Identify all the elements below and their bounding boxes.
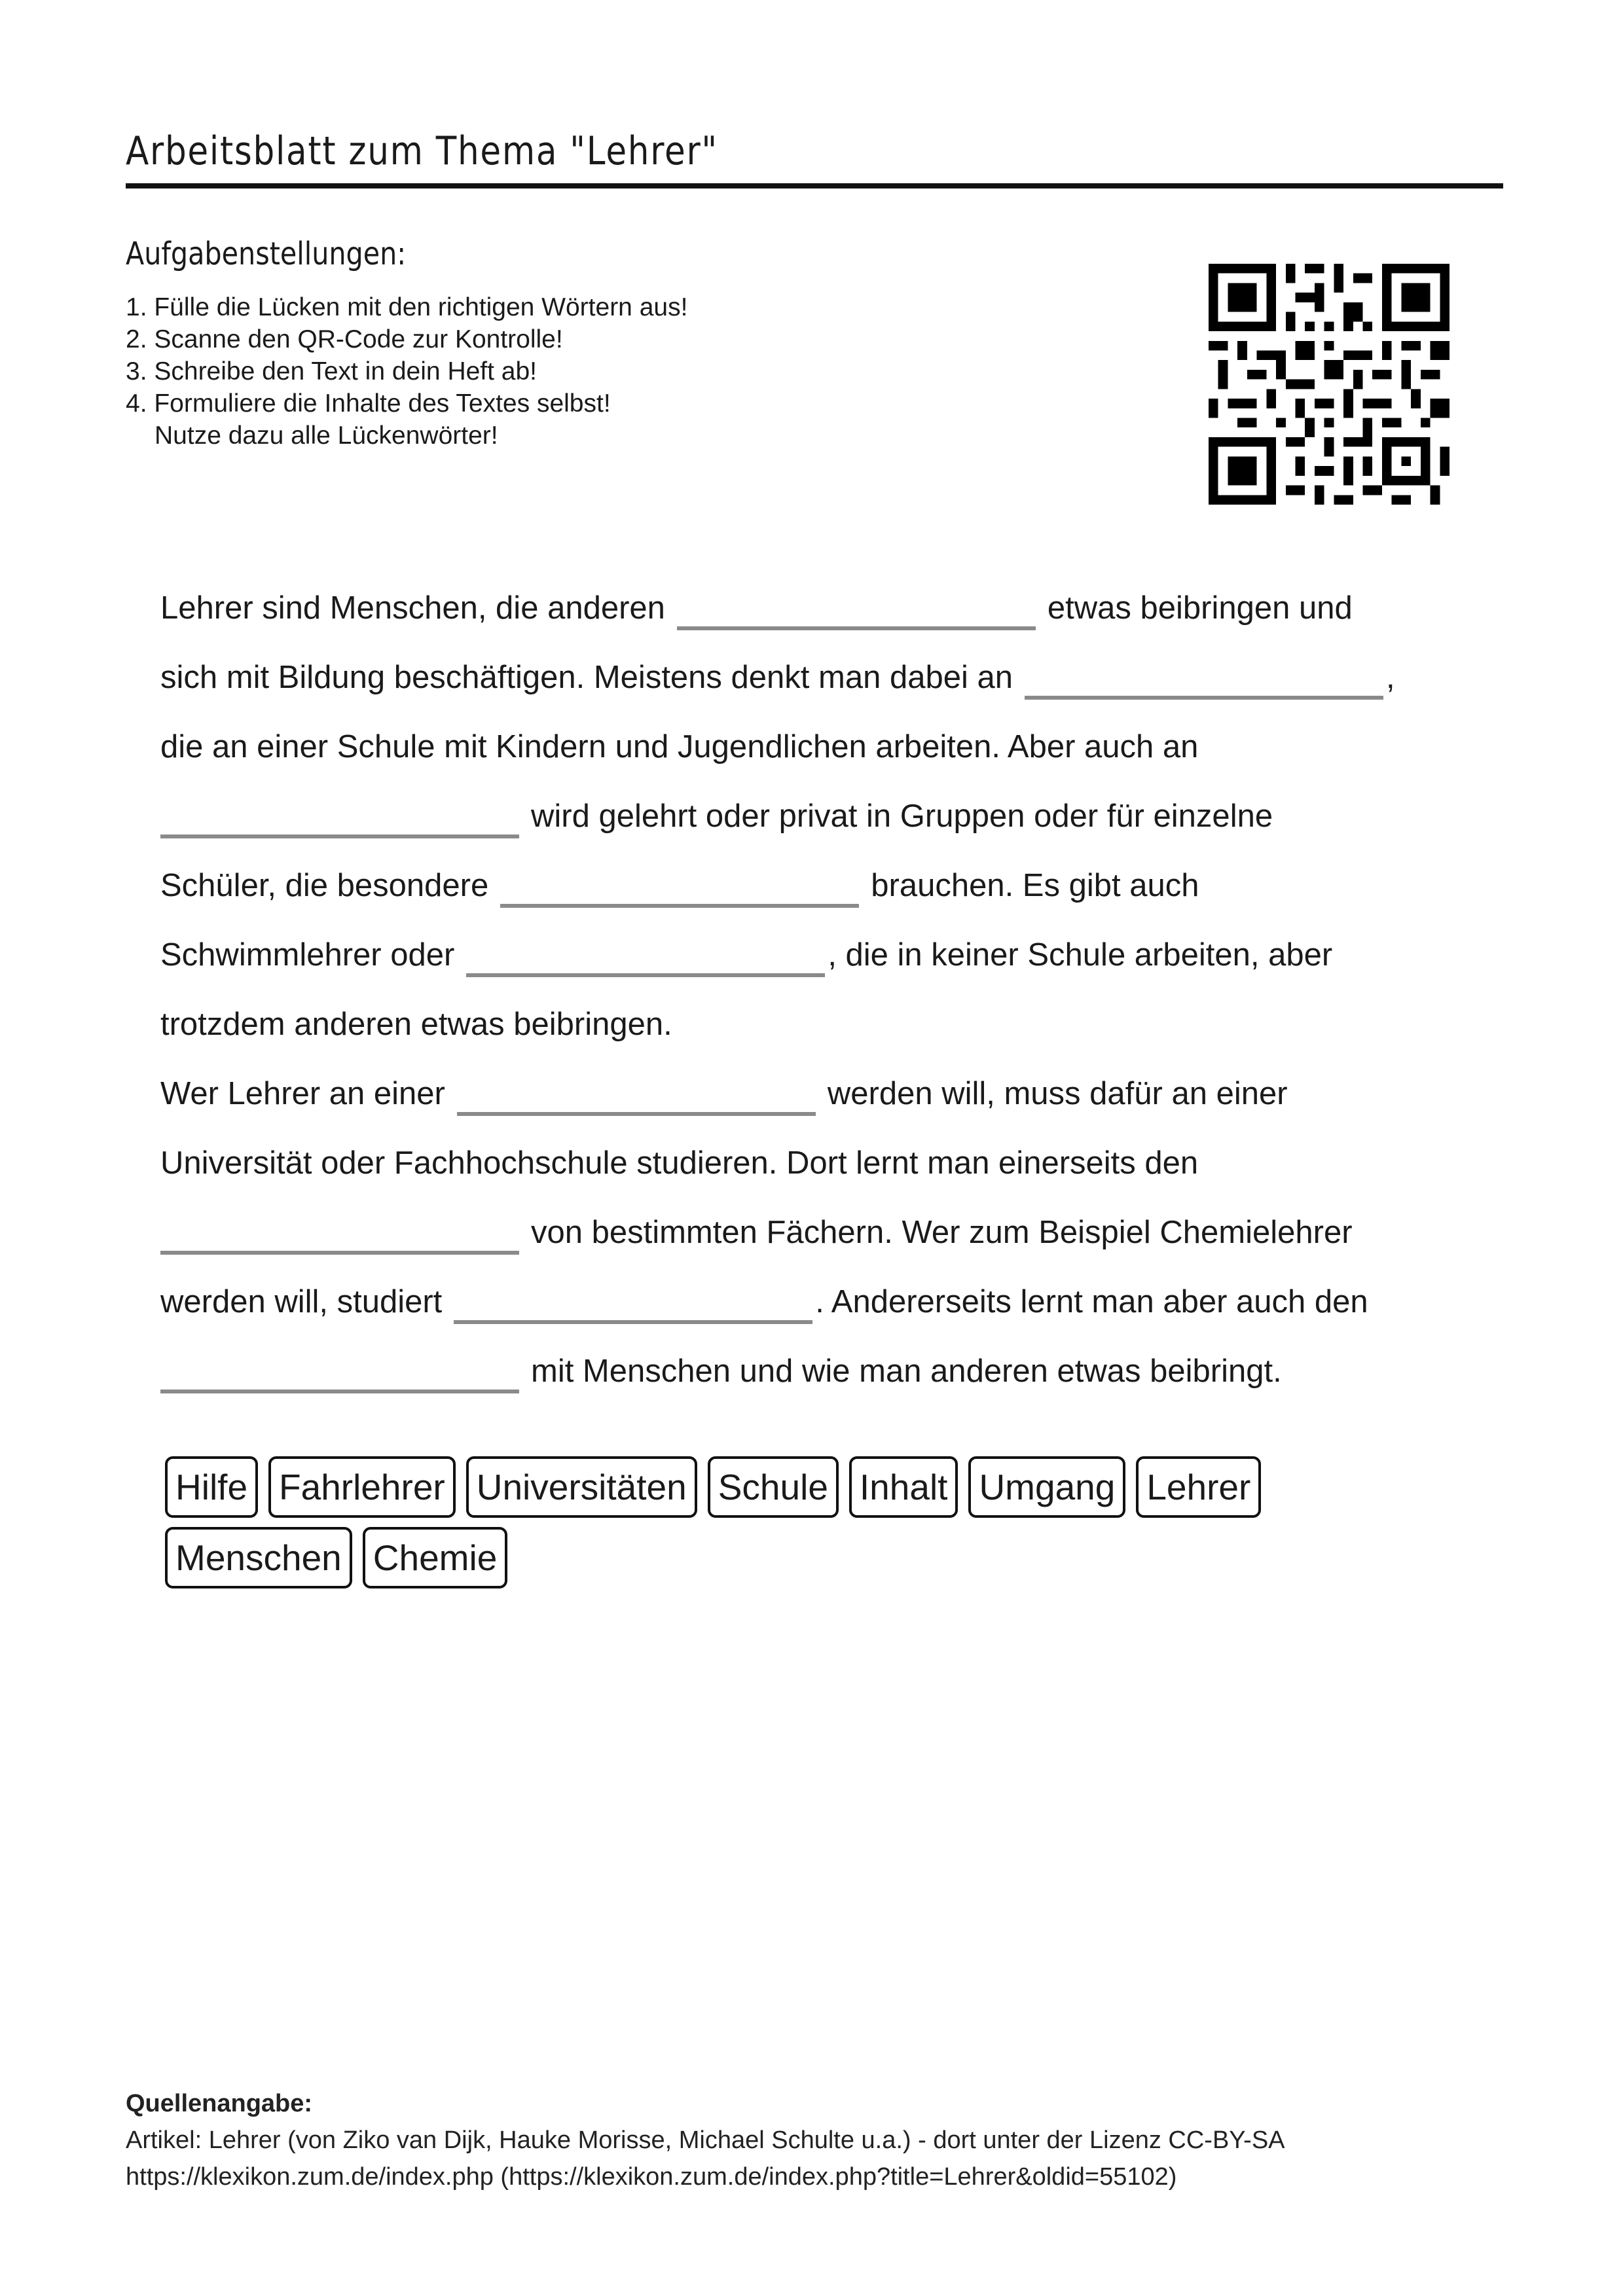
word-chip[interactable]: Umgang (968, 1456, 1125, 1518)
blank-field[interactable] (457, 1074, 816, 1116)
text-line (160, 643, 1522, 712)
blank-field[interactable] (677, 588, 1036, 630)
text-segment: Universität oder Fachhochschule studieren. Dort lernt man einerseits den (160, 1145, 1199, 1181)
text-segment: , (1385, 660, 1395, 695)
tasks-heading: Aufgabenstellungen: (126, 236, 407, 272)
text-segment: von bestimmten Fächern. Wer zum Beispiel Chemielehrer (531, 1215, 1353, 1250)
word-chip[interactable]: Inhalt (849, 1456, 958, 1518)
word-bank-row (165, 1456, 1409, 1527)
text-segment: werden will, muss dafür an einer (827, 1076, 1288, 1111)
word-chip[interactable]: Schule (708, 1456, 839, 1518)
word-bank (165, 1456, 1409, 1598)
source-heading: Quellenangabe: (126, 2090, 313, 2117)
task-item: 2. Scanne den QR-Code zur Kontrolle! (126, 325, 563, 353)
blank-field[interactable] (454, 1282, 812, 1324)
text-segment: Wer Lehrer an einer (160, 1076, 445, 1111)
qr-code-icon[interactable] (1209, 264, 1450, 505)
source-section (126, 2085, 1285, 2195)
source-url-line[interactable]: https://klexikon.zum.de/index.php (https://klexikon.zum.de/index.php?title=Lehrer&oldid=55102) (126, 2163, 1177, 2191)
task-item: 4. Formuliere die Inhalte des Textes selbst! (126, 389, 611, 418)
tasks-list (126, 291, 687, 452)
task-item: 3. Schreibe den Text in dein Heft ab! (126, 357, 538, 386)
text-line (160, 990, 1522, 1059)
title-divider (126, 183, 1503, 188)
blank-field[interactable] (160, 1352, 519, 1393)
word-chip[interactable]: Universitäten (466, 1456, 697, 1518)
text-line (160, 573, 1522, 643)
source-article-line: Artikel: Lehrer (von Ziko van Dijk, Hauke Morisse, Michael Schulte u.a.) - dort unter der Lizenz CC-BY-SA (126, 2126, 1285, 2154)
word-chip[interactable]: Menschen (165, 1527, 352, 1588)
task-item: 1. Fülle die Lücken mit den richtigen Wörtern aus! (126, 293, 688, 321)
text-segment: wird gelehrt oder privat in Gruppen oder für einzelne (531, 798, 1273, 834)
word-chip[interactable]: Lehrer (1136, 1456, 1261, 1518)
text-line (160, 1128, 1522, 1198)
text-segment: sich mit Bildung beschäftigen. Meistens denkt man dabei an (160, 660, 1013, 695)
text-segment: die an einer Schule mit Kindern und Jugendlichen arbeiten. Aber auch an (160, 729, 1199, 764)
text-line (160, 1059, 1522, 1128)
blank-field[interactable] (466, 935, 825, 977)
blank-field[interactable] (160, 1213, 519, 1255)
text-line (160, 781, 1522, 851)
text-segment: brauchen. Es gibt auch (871, 868, 1199, 903)
text-segment: Lehrer sind Menschen, die anderen (160, 590, 665, 626)
text-line (160, 1198, 1522, 1267)
text-segment: . Andererseits lernt man aber auch den (815, 1284, 1368, 1319)
text-line (160, 1336, 1522, 1406)
text-line (160, 1267, 1522, 1336)
word-bank-row (165, 1527, 1409, 1598)
text-line (160, 712, 1522, 781)
cloze-text (160, 573, 1522, 1406)
text-segment: mit Menschen und wie man anderen etwas beibringt. (531, 1354, 1282, 1389)
page-title: Arbeitsblatt zum Thema "Lehrer" (126, 128, 718, 174)
text-line (160, 851, 1522, 920)
blank-field[interactable] (160, 797, 519, 838)
text-segment: Schwimmlehrer oder (160, 937, 455, 973)
text-segment: Schüler, die besondere (160, 868, 489, 903)
blank-field[interactable] (500, 866, 859, 908)
text-segment: , die in keiner Schule arbeiten, aber (828, 937, 1333, 973)
word-chip[interactable]: Chemie (363, 1527, 508, 1588)
word-chip[interactable]: Fahrlehrer (268, 1456, 456, 1518)
task-item: Nutze dazu alle Lückenwörter! (155, 422, 498, 450)
text-segment: werden will, studiert (160, 1284, 443, 1319)
text-segment: etwas beibringen und (1047, 590, 1353, 626)
blank-field[interactable] (1025, 658, 1383, 700)
text-segment: trotzdem anderen etwas beibringen. (160, 1007, 672, 1042)
word-chip[interactable]: Hilfe (165, 1456, 258, 1518)
text-line (160, 920, 1522, 990)
